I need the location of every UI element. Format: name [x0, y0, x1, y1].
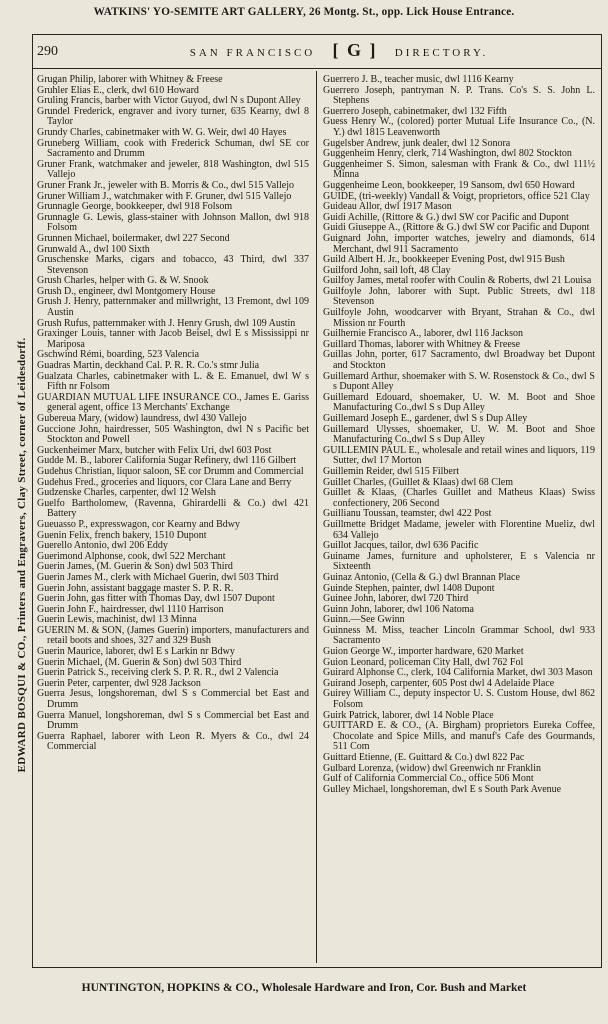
directory-entry: GUERIN M. & SON, (James Guerin) importers, manufacturers and retail boots and shoes, 327 and 329 Bush	[37, 624, 309, 647]
directory-entry: Guerello Antonio, dwl 206 Eddy	[37, 540, 168, 552]
directory-entry: Guerin John, assistant baggage master S. P. R. R.	[37, 582, 234, 594]
directory-entry: Guignard John, importer watches, jewelry and diamonds, 614 Merchant, dwl 911 Sacramento	[323, 232, 595, 255]
directory-entry: Guilhernie Francisco A., laborer, dwl 116 Jackson	[323, 328, 524, 340]
directory-entry: Guiname James, furniture and upholsterer, E s Valencia nr Sixteenth	[323, 550, 595, 573]
directory-entry: Grundel Frederick, engraver and ivory turner, 635 Kearny, dwl 8 Taylor	[37, 105, 309, 128]
directory-entry: Guelfo Bartholomew, (Ravenna, Ghirardelli & Co.) dwl 421 Battery	[37, 497, 309, 520]
directory-entry: Guirey William C., deputy inspector U. S. Custom House, dwl 862 Folsom	[323, 688, 595, 711]
directory-entry: Guillas John, porter, 617 Sacramento, dwl Broadway bet Dupont and Stockton	[323, 349, 595, 372]
directory-entry: Guerin James, (M. Guerin & Son) dwl 503 Third	[37, 561, 233, 573]
directory-entry: Guillemard Joseph E., gardener, dwl S s Dup Alley	[323, 413, 528, 424]
directory-entry: Guerimond Alphonse, cook, dwl 522 Merchant	[37, 550, 226, 562]
page-number: 290	[37, 44, 58, 59]
directory-entry: Grush Rufus, patternmaker with J. Henry Grush, dwl 109 Austin	[37, 317, 296, 329]
directory-entry: Guerin Peter, carpenter, dwl 928 Jackson	[37, 677, 201, 689]
directory-entry: Guidi Achille, (Rittore & G.) dwl SW cor Pacific and Dupont	[323, 211, 569, 223]
side-advertisement-banner: EDWARD BOSQUI & CO., Printers and Engravers, Clay Street, corner of Leidesdorff.	[16, 337, 28, 773]
directory-entry: Gugelsber Andrew, junk dealer, dwl 12 Sonora	[323, 137, 511, 149]
directory-entry: GUARDIAN MUTUAL LIFE INSURANCE CO., James E. Gariss general agent, office 13 Merchants' Exchange	[37, 391, 309, 414]
directory-entry: Guerrero J. B., teacher music, dwl 1116 Kearny	[323, 74, 514, 85]
directory-entry: Guillemin Reider, dwl 515 Filbert	[323, 465, 459, 477]
directory-entry: Grush J. Henry, patternmaker and millwright, 13 Fremont, dwl 109 Austin	[37, 296, 309, 319]
right-column	[323, 75, 595, 795]
directory-entry: Guilfoyle John, laborer with Supt. Public Streets, dwl 118 Stevenson	[323, 285, 595, 308]
directory-entry: Guillianu Toussan, teamster, dwl 422 Post	[323, 508, 492, 520]
directory-entry: Guirard Alphonse C., clerk, 104 California Market, dwl 303 Mason	[323, 667, 593, 679]
top-advertisement-banner: WATKINS' YO-SEMITE ART GALLERY, 26 Montg. St., opp. Lick House Entrance.	[93, 6, 515, 18]
directory-entry: Guckenheimer Marx, butcher with Felix Uri, dwl 603 Post	[37, 444, 272, 456]
directory-entry: GUIDE, (tri-weekly) Vandall & Voigt, proprietors, office 521 Clay	[323, 190, 590, 202]
directory-entry: Guillet Charles, (Guillet & Klaas) dwl 68 Clem	[323, 476, 513, 488]
directory-entry: Guirk Patrick, laborer, dwl 14 Noble Place	[323, 709, 494, 721]
page-header	[33, 35, 601, 67]
directory-entry: Guild Albert H. Jr., bookkeeper Evening Post, dwl 915 Bush	[323, 254, 565, 266]
directory-entry: Guillet & Klaas, (Charles Guillet and Matheus Klaas) Swiss confectionery, 206 Second	[323, 487, 595, 509]
bottom-advertisement-banner: HUNTINGTON, HOPKINS & CO., Wholesale Hardware and Iron, Cor. Bush and Market	[81, 982, 527, 994]
directory-entry: Guillmette Bridget Madame, jeweler with Florentine Mueliz, dwl 634 Vallejo	[323, 518, 595, 541]
directory-entry: Guggenheime Leon, bookkeeper, 19 Sansom, dwl 650 Howard	[323, 179, 575, 191]
directory-entry: Grush D., engineer, dwl Montgomery House	[37, 285, 216, 297]
directory-entry: Guinness M. Miss, teacher Lincoln Grammar School, dwl 933 Sacramento	[323, 624, 595, 647]
directory-entry: Guerin Patrick S., receiving clerk S. P. R. R., dwl 2 Valencia	[37, 667, 279, 679]
directory-entry: Gruner Frank Jr., jeweler with B. Morris & Co., dwl 515 Vallejo	[37, 179, 295, 191]
directory-entry: Guerin Michael, (M. Guerin & Son) dwl 503 Third	[37, 656, 242, 668]
directory-entry: Guillemard Ulysses, shoemaker, U. W. M. Boot and Shoe Manufacturing Co.,dwl S s Dup Alley	[323, 423, 595, 446]
directory-entry: Guerrero Joseph, pantryman N. P. Trans. Co's S. S. John L. Stephens	[323, 84, 595, 107]
directory-entry: Guittard Etienne, (E. Guittard & Co.) dwl 822 Pac	[323, 752, 525, 763]
directory-entry: Grunwald A., dwl 100 Sixth	[37, 243, 150, 255]
directory-entry: Gudehus Fred., groceries and liquors, cor Clara Lane and Berry	[37, 476, 292, 488]
directory-entry: Guideau Allor, dwl 1917 Mason	[323, 201, 452, 213]
directory-entry: Guillot Jacques, tailor, dwl 636 Pacific	[323, 540, 479, 552]
directory-entry: Guion Leonard, policeman City Hall, dwl 762 Fol	[323, 656, 524, 668]
directory-entry: Guess Henry W., (colored) porter Mutual Life Insurance Co., (N. Y.) dwl 1815 Leavenworth	[323, 116, 595, 138]
directory-entry: Guerin James M., clerk with Michael Guerin, dwl 503 Third	[37, 571, 279, 583]
directory-entry: Gruner William J., watchmaker with F. Gruner, dwl 515 Vallejo	[37, 190, 292, 202]
directory-entry: Guillard Thomas, laborer with Whitney & Freese	[323, 338, 521, 350]
directory-entry: Guerra Manuel, longshoreman, dwl S s Commercial bet East and Drumm	[37, 709, 309, 732]
left-column	[37, 75, 309, 753]
page-title	[119, 40, 559, 61]
directory-entry: Guion George W., importer hardware, 620 Market	[323, 646, 524, 658]
directory-entry: Graxinger Louis, tanner with Jacob Beisel, dwl E s Mississippi nr Mariposa	[37, 328, 309, 350]
directory-entry: Guillemard Edouard, shoemaker, U. W. M. Boot and Shoe Manufacturing Co.,dwl S s Dup Alley	[323, 391, 595, 414]
directory-entry: Grunnagle George, bookkeeper, dwl 918 Folsom	[37, 201, 233, 213]
directory-entry: Guggenheimer S. Simon, salesman with Frank & Co., dwl 111½ Minna	[323, 158, 595, 181]
directory-entry: Gubereua Mary, (widow) laundress, dwl 430 Vallejo	[37, 413, 247, 424]
directory-entry: Guadras Martin, deckhand Cal. P. R. R. Co.'s stmr Julia	[37, 360, 260, 372]
directory-entry: Gualzata Charles, cabinetmaker with L. & E. Emanuel, dwl W s Fifth nr Folsom	[37, 370, 309, 393]
directory-entry: Guerin Maurice, laborer, dwl E s Larkin nr Bdwy	[37, 646, 235, 658]
header-section: DIRECTORY.	[394, 47, 489, 59]
directory-entry: Guerin John, gas fitter with Thomas Day, dwl 1507 Dupont	[37, 593, 275, 605]
directory-entry: Gulbard Lorenza, (widow) dwl Greenwich nr Franklin	[323, 762, 541, 774]
directory-entry: Guerrero Joseph, cabinetmaker, dwl 132 Fifth	[323, 105, 507, 117]
directory-entry: Grunnagle G. Lewis, glass-stainer with Johnson Mallon, dwl 918 Folsom	[37, 211, 309, 234]
directory-entry: Guilfoy James, metal roofer with Coulin & Roberts, dwl 21 Louisa	[323, 275, 592, 287]
directory-entry: Gruschenske Marks, cigars and tobacco, 43 Third, dwl 337 Stevenson	[37, 254, 309, 276]
directory-entry: Grush Charles, helper with G. & W. Snook	[37, 275, 209, 287]
directory-entry: Grunnen Michael, boilermaker, dwl 227 Second	[37, 232, 230, 244]
directory-entry: Gruner Frank, watchmaker and jeweler, 818 Washington, dwl 515 Vallejo	[37, 158, 309, 181]
directory-entry: GUITTARD E. & CO., (A. Birgham) proprietors Eureka Coffee, Chocolate and Spice Mills, and manuf's Cafe des Gourmands, 511 Com	[323, 720, 595, 753]
directory-entry: Guillemard Arthur, shoemaker with S. W. Rosenstock & Co., dwl S s Dupont Alley	[323, 370, 595, 393]
directory-entry: Gudehus Christian, liquor saloon, SE cor Drumm and Commercial	[37, 465, 304, 477]
directory-entry: Guerra Jesus, longshoreman, dwl S s Commercial bet East and Drumm	[37, 688, 309, 711]
header-letter: [ G ]	[332, 40, 378, 60]
directory-entry: GUILLEMIN PAUL E., wholesale and retail wines and liquors, 119 Sutter, dwl 17 Morton	[323, 444, 595, 467]
directory-entry: Guerra Raphael, laborer with Leon R. Myers & Co., dwl 24 Commercial	[37, 730, 309, 753]
directory-entry: Guidi Giuseppe A., (Rittore & G.) dwl SW cor Pacific and Dupont	[323, 222, 590, 234]
directory-entry: Gruling Francis, barber with Victor Guyod, dwl N s Dupont Alley	[37, 95, 301, 107]
directory-entry: Guerin John F., hairdresser, dwl 1110 Harrison	[37, 603, 224, 615]
column-divider	[316, 71, 317, 963]
header-divider	[33, 68, 601, 69]
directory-entry: Grundy Charles, cabinetmaker with W. G. Weir, dwl 40 Hayes	[37, 126, 287, 138]
directory-entry: Grugan Philip, laborer with Whitney & Freese	[37, 74, 223, 85]
directory-entry: Guinaz Antonio, (Cella & G.) dwl Brannan Place	[323, 571, 520, 583]
directory-entry: Guilford John, sail loft, 48 Clay	[323, 264, 451, 276]
header-city: SAN FRANCISCO	[189, 47, 316, 59]
directory-entry: Guenin Felix, french bakery, 1510 Dupont	[37, 529, 207, 541]
directory-entry: Gruneberg William, cook with Frederick Schuman, dwl SE cor Sacramento and Drumm	[37, 137, 309, 160]
directory-entry: Guccione John, hairdresser, 505 Washington, dwl N s Pacific bet Stockton and Powell	[37, 423, 309, 446]
directory-entry: Guilfoyle John, woodcarver with Bryant, Strahan & Co., dwl Mission nr Fourth	[323, 307, 595, 329]
directory-entry: Gruhler Elias E., clerk, dwl 610 Howard	[37, 84, 199, 96]
directory-entry: Gschwind Rémi, boarding, 523 Valencia	[37, 349, 200, 361]
directory-page-frame	[32, 34, 602, 968]
directory-entry: Guinde Stephen, painter, dwl 1408 Dupont	[323, 582, 495, 594]
directory-entry: Gudzenske Charles, carpenter, dwl 12 Welsh	[37, 487, 216, 499]
directory-entry: Gudde M. B., laborer California Sugar Refinery, dwl 116 Gilbert	[37, 455, 297, 467]
directory-entry: Guinee John, laborer, dwl 720 Third	[323, 593, 469, 605]
directory-entry: Gueuasso P., expresswagon, cor Kearny and Bdwy	[37, 518, 241, 530]
directory-entry: Guinn John, laborer, dwl 106 Natoma	[323, 603, 474, 615]
directory-entry: Guirand Joseph, carpenter, 605 Post dwl 4 Adelaide Place	[323, 677, 555, 689]
directory-entry: Guinn.—See Gwinn	[323, 614, 405, 626]
directory-entry: Gulf of California Commercial Co., office 506 Mont	[323, 773, 534, 785]
directory-entry: Guggenheim Henry, clerk, 714 Washington, dwl 802 Stockton	[323, 148, 572, 160]
directory-entry: Gulley Michael, longshoreman, dwl E s South Park Avenue	[323, 783, 562, 795]
directory-entry: Guerin Lewis, machinist, dwl 13 Minna	[37, 614, 197, 626]
